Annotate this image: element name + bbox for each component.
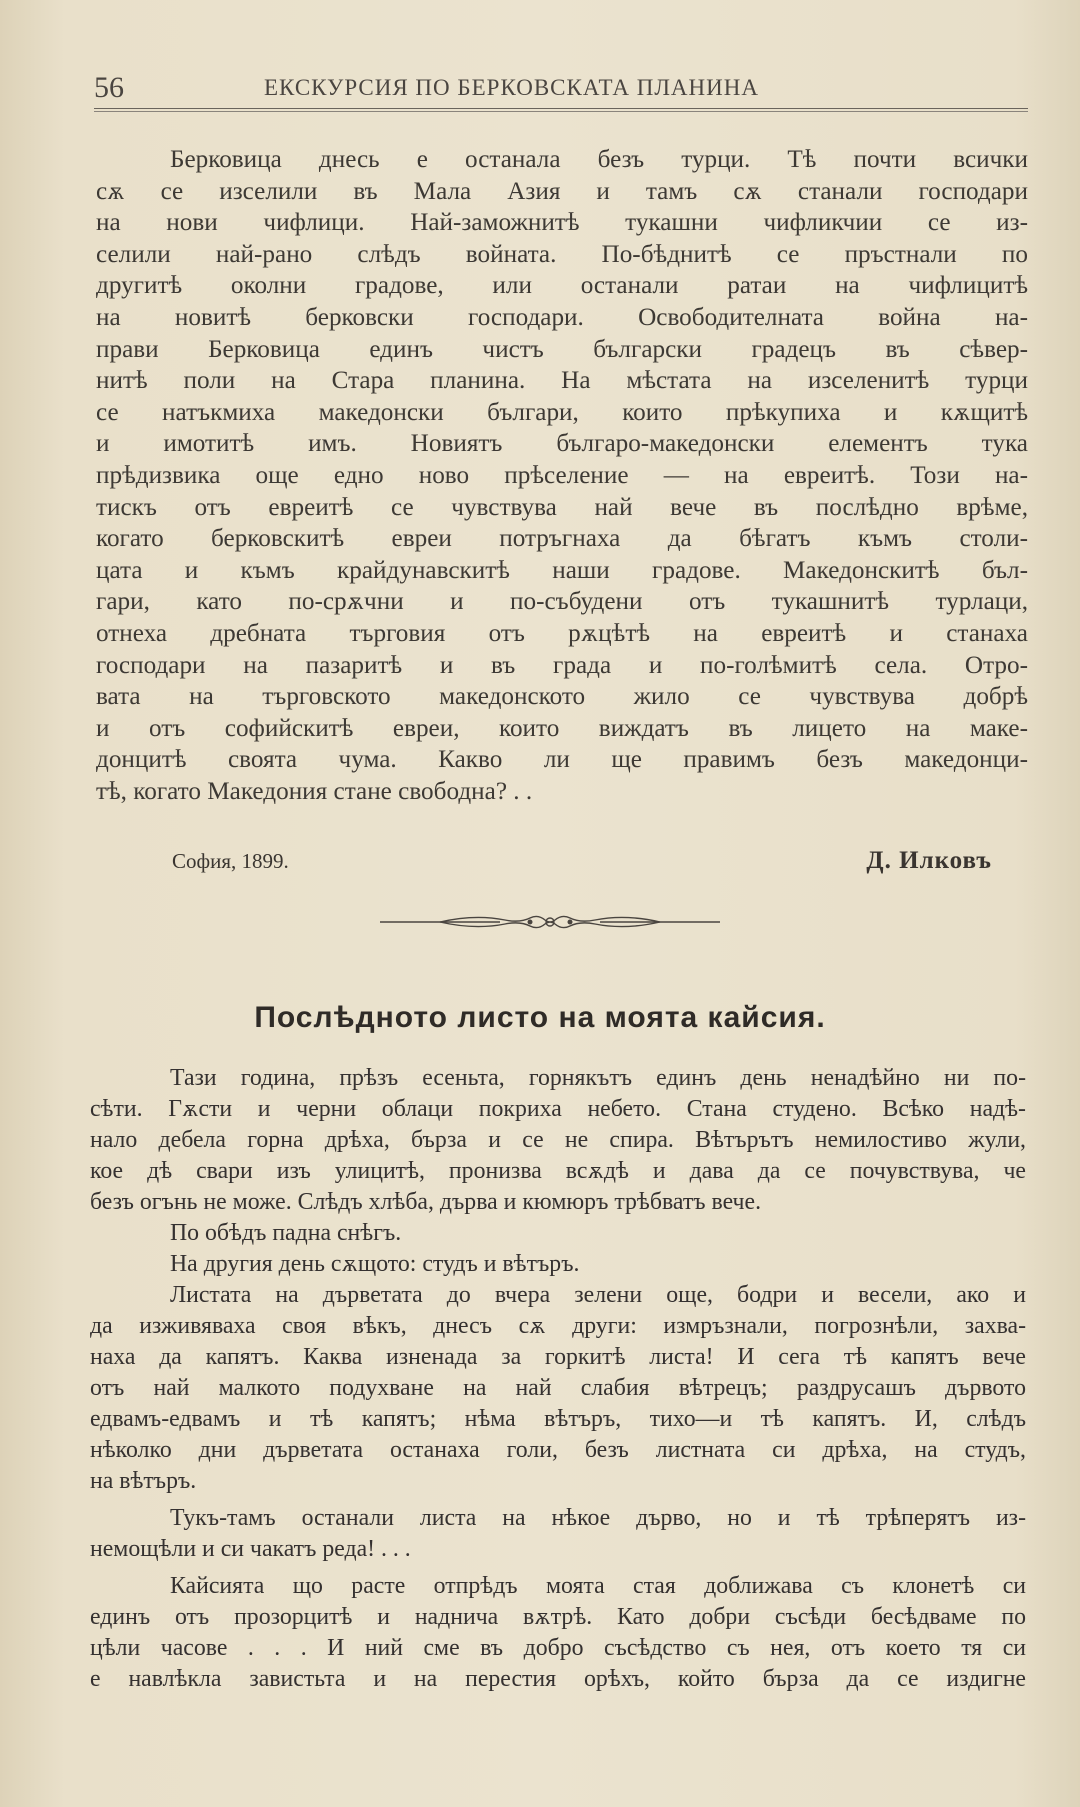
- author-signature: Д. Илковъ: [866, 847, 992, 874]
- text-line: едвамъ-едвамъ и тѣ капятъ; нѣма вѣтъръ, тихо—и тѣ капятъ. И, слѣдъ: [90, 1406, 1026, 1432]
- text-line: тискъ отъ евреитѣ се чувствува най вече въ послѣдно врѣме,: [96, 493, 1028, 521]
- text-line: гари, като по-срѫчни и по-събудени отъ тукашнитѣ турлаци,: [96, 588, 1028, 616]
- text-line: Кайсията що расте отпрѣдъ моята стая доближава съ клонетѣ си: [170, 1573, 1026, 1599]
- text-line: сѫ се изселили въ Мала Азия и тамъ сѫ станали господари: [96, 177, 1028, 205]
- header-rule: [94, 108, 1028, 112]
- text-line: По обѣдъ падна снѣгъ.: [170, 1220, 402, 1246]
- text-line: тѣ, когато Македония стане свободна? . .: [96, 777, 533, 805]
- text-line: се натъкмиха македонски българи, които прѣкупиха и кѫщитѣ: [96, 398, 1028, 426]
- text-line: на вѣтъръ.: [90, 1468, 197, 1494]
- text-line: Тукъ-тамъ останали листа на нѣкое дърво, но и тѣ трѣперятъ из-: [170, 1505, 1026, 1531]
- text-line: на нови чифлици. Най-заможнитѣ тукашни чифликчии се из-: [96, 209, 1028, 237]
- text-line: донцитѣ своята чума. Какво ли ще правимъ безъ македонци-: [96, 746, 1028, 774]
- text-line: отнеха дребната търговия отъ рѫцѣтѣ на евреитѣ и станаха: [96, 619, 1028, 647]
- text-line: селили най-рано слѣдъ войната. По-бѣднитѣ се пръстнали по: [96, 240, 1028, 268]
- page-number: 56: [94, 71, 124, 104]
- text-line: другитѣ околни градове, или останали ратаи на чифлицитѣ: [96, 272, 1028, 300]
- text-line: когато берковскитѣ евреи потръгнаха да бѣгатъ къмъ столи-: [96, 525, 1028, 553]
- essay-berkovitsa: [96, 144, 1028, 807]
- text-line: сѣти. Гѫсти и черни облаци покриха небето. Стана студено. Всѣко надѣ-: [90, 1096, 1026, 1122]
- text-line: господари на пазаритѣ и въ града и по-голѣмитѣ села. Отро-: [96, 651, 1028, 679]
- essay-apricot: [90, 1063, 1026, 1695]
- article-title: Послѣдното листо на моята кайсия.: [254, 1001, 826, 1034]
- place-date: София, 1899.: [172, 849, 289, 873]
- signature-row: [172, 845, 992, 877]
- text-line: Тази година, прѣзъ есеньта, горнякътъ единъ день ненадѣйно ни по-: [170, 1065, 1026, 1091]
- text-line: е навлѣкла завистьта и на перестия орѣхъ, който бърза да се издигне: [90, 1666, 1026, 1692]
- text-line: нало дебела горна дрѣха, бърза и се не спира. Вѣтърътъ немилостиво жули,: [90, 1127, 1026, 1153]
- text-line: единъ отъ прозорцитѣ и надничa вѫтрѣ. Като добри съсѣди бесѣдваме по: [90, 1604, 1026, 1630]
- ornament-divider-icon: [380, 910, 720, 934]
- text-line: Листата на дърветата до вчера зелени още, бодри и весели, ако и: [170, 1282, 1026, 1308]
- text-line: на новитѣ берковски господари. Освободителната война на-: [96, 303, 1028, 331]
- text-line: и отъ софийскитѣ евреи, които виждатъ въ лицето на маке-: [96, 714, 1028, 742]
- text-line: прави Берковица единъ чистъ български градецъ въ сѣвер-: [96, 335, 1028, 363]
- text-line: прѣдизвика още едно ново прѣселение — на евреитѣ. Този на-: [96, 461, 1028, 489]
- text-line: Берковица днесь е останала безъ турци. Тѣ почти всички: [170, 146, 1028, 173]
- text-line: вата на търговското македонското жило се чувствува добрѣ: [96, 683, 1028, 711]
- text-line: да изживяваха своя вѣкъ, днесъ сѫ други: измръзнали, погрознѣли, захва-: [90, 1313, 1026, 1339]
- text-line: безъ огънь не може. Слѣдъ хлѣба, дърва и кюмюръ трѣбватъ вече.: [90, 1189, 762, 1215]
- text-line: нитѣ поли на Стара планина. На мѣстата на изселенитѣ турци: [96, 367, 1028, 395]
- text-line: и имотитѣ имъ. Новиятъ българо-македонски елементъ тука: [96, 430, 1028, 458]
- text-line: нѣколко дни дърветата останаха голи, безъ листната си дрѣха, на студъ,: [90, 1437, 1026, 1463]
- text-line: немощѣли и си чакатъ реда! . . .: [90, 1536, 411, 1562]
- text-line: цата и къмъ крайдунавскитѣ наши градове. Македонскитѣ бъл-: [96, 556, 1028, 584]
- page-header: [94, 68, 1028, 108]
- text-line: наха да капятъ. Каква изненада за горкитѣ листа! И сега тѣ капятъ вече: [90, 1344, 1026, 1370]
- running-title: ЕКСКУРСИЯ ПО БЕРКОВСКАТА ПЛАНИНА: [264, 75, 759, 100]
- text-line: На другия день сѫщото: студъ и вѣтъръ.: [170, 1251, 580, 1277]
- text-line: кое дѣ свари изъ улицитѣ, пронизва всѫдѣ и дава да се почувствува, че: [90, 1158, 1026, 1184]
- text-line: отъ най малкото подухване на най слабия вѣтрецъ; раздрусашъ дървото: [90, 1375, 1026, 1401]
- text-line: цѣли часове . . . И ний сме въ добро съсѣдство съ нея, отъ което тя си: [90, 1635, 1026, 1661]
